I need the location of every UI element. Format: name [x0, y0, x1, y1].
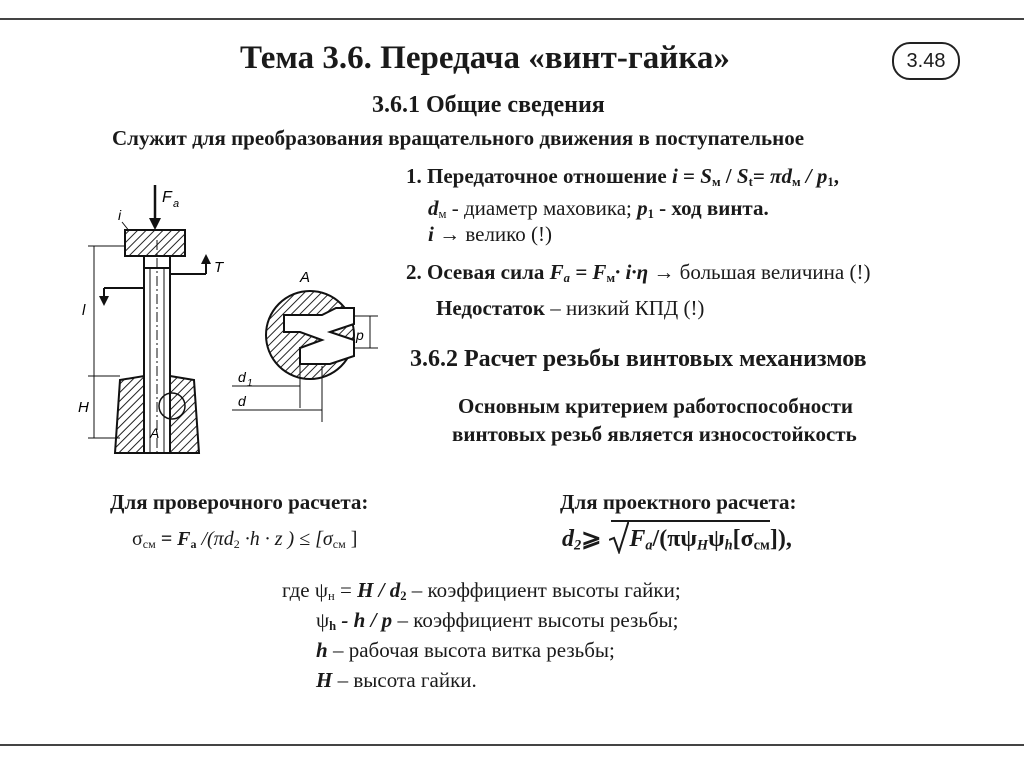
check-sub-2: 2	[233, 537, 240, 551]
p1-desc: - ход винта.	[653, 196, 769, 220]
force-prefix: 2. Осевая сила	[406, 260, 550, 284]
check-sigma: σ	[132, 528, 143, 550]
design-sub-sm: см	[753, 537, 770, 554]
slide-number-badge: 3.48	[892, 42, 960, 80]
design-sigma: [σ	[732, 526, 754, 552]
label-d1-sub: 1	[247, 378, 253, 389]
force-F: F	[549, 260, 564, 284]
handwheel	[125, 230, 185, 256]
where2-c: – коэффициент высоты резьбы;	[392, 608, 679, 632]
ratio-comma: ,	[833, 164, 839, 188]
label-Fa-sub: a	[173, 198, 180, 210]
design-sub-H: H	[696, 537, 709, 554]
ratio-rhs-end: / p	[800, 164, 828, 188]
ratio-desc-line	[428, 196, 769, 222]
ratio-sub-m2: м	[791, 175, 801, 190]
torque-arrow-icon	[201, 254, 211, 264]
where1-sub: н	[327, 589, 335, 604]
design-mid: /(πψ	[652, 526, 697, 552]
drawback-line	[436, 296, 704, 321]
label-d: d	[238, 393, 246, 409]
force-arrow-head-icon	[149, 218, 161, 230]
ratio-rhs: = πd	[752, 164, 792, 188]
label-l: l	[82, 302, 86, 319]
where2-sub: h	[329, 619, 337, 634]
check-end: ·h · z ) ≤ [σ	[239, 528, 333, 550]
where-line-1	[282, 578, 681, 604]
check-sub-a: a	[190, 537, 197, 551]
design-label: Для проектного расчета:	[560, 490, 797, 514]
big-desc: → велико (!)	[433, 222, 553, 246]
design-sub-h: h	[724, 537, 733, 554]
where1-d: 2	[400, 589, 407, 604]
where4-a: H	[316, 668, 333, 692]
design-sub-2: 2	[574, 537, 582, 554]
bottom-rule	[0, 744, 1024, 746]
ratio-slash: /	[720, 164, 737, 188]
label-i: i	[118, 207, 122, 223]
force-sub-a: a	[563, 271, 570, 286]
sqrt-radical	[611, 520, 770, 555]
design-ge: ⩾	[581, 526, 602, 552]
where1-e: – коэффициент высоты гайки;	[406, 578, 681, 602]
ratio-i: i	[671, 164, 678, 188]
p1-sub: 1	[647, 207, 654, 222]
ratio-big-line	[428, 222, 552, 247]
ratio-sub-1: 1	[827, 175, 834, 190]
ratio-S: S	[700, 164, 712, 188]
check-mid: /(πd	[196, 528, 234, 550]
p1-symbol: p	[637, 196, 648, 220]
section2-title: 3.6.2 Расчет резьбы винтовых механизмов	[410, 346, 867, 372]
where-line-3	[316, 638, 615, 663]
where1-c: H / d	[357, 578, 401, 602]
design-psi: ψ	[708, 526, 725, 552]
where-line-4	[316, 668, 477, 693]
label-A1: A	[150, 425, 160, 441]
check-label: Для проверочного расчета:	[110, 490, 369, 514]
force-line	[406, 260, 870, 286]
where1-b: =	[334, 578, 358, 602]
where3-b: – рабочая высота витка резьбы;	[327, 638, 615, 662]
force-sub-m: м	[606, 271, 616, 286]
screw-jack-drawing	[60, 180, 390, 470]
check-formula	[132, 528, 357, 552]
section-subtitle: 3.6.1 Общие сведения	[372, 92, 605, 118]
sqrt-hook-icon	[609, 520, 629, 554]
where4-b: – высота гайки.	[332, 668, 477, 692]
where2-a: ψ	[316, 608, 330, 632]
big-i: i	[428, 222, 434, 246]
check-sub-sm: см	[142, 537, 156, 551]
torque-arrow-2-icon	[99, 296, 109, 306]
top-rule	[0, 18, 1024, 20]
force-eq: = F	[569, 260, 607, 284]
check-close: ]	[345, 528, 358, 550]
nut-body-right	[170, 376, 199, 453]
where1-a: где ψ	[282, 578, 328, 602]
label-T: T	[214, 259, 224, 276]
label-Fa: F	[162, 189, 172, 206]
dm-desc: - диаметр маховика;	[446, 196, 638, 220]
label-d1: d	[238, 369, 246, 385]
ratio-sub-t: t	[748, 175, 753, 190]
where2-b: - h / p	[336, 608, 393, 632]
ratio-S2: S	[736, 164, 749, 188]
design-close: ]),	[769, 526, 792, 552]
design-formula	[562, 520, 792, 555]
label-H: H	[78, 399, 89, 416]
label-A2: A	[300, 269, 311, 286]
purpose-text: Служит для преобразования вращательного движения в поступательное	[112, 126, 805, 150]
label-p: p	[356, 327, 364, 343]
criterion-line-1: Основным критерием работоспособности	[458, 394, 854, 418]
dm-sub: м	[438, 207, 447, 222]
drawback-text: – низкий КПД (!)	[545, 296, 705, 320]
where-line-2	[316, 608, 678, 634]
check-sub-sm2: см	[332, 537, 346, 551]
nut-body	[115, 376, 144, 453]
page-title: Тема 3.6. Передача «винт-гайка»	[240, 40, 730, 76]
design-F: F	[629, 526, 646, 552]
force-result: большая величина (!)	[679, 260, 871, 284]
criterion-line-2: винтовых резьб является износостойкость	[452, 422, 857, 446]
ratio-eq: =	[677, 164, 701, 188]
ratio-line	[406, 164, 839, 190]
where3-a: h	[316, 638, 328, 662]
design-lhs: d	[562, 526, 574, 552]
ratio-sub-m: м	[711, 175, 721, 190]
dm-symbol: d	[428, 196, 439, 220]
design-sub-a: a	[645, 537, 653, 554]
drawback-label: Недостаток	[436, 296, 545, 320]
force-mid: · i·η →	[615, 260, 680, 284]
ratio-prefix: 1. Передаточное отношение	[406, 164, 672, 188]
check-eq: = F	[155, 528, 191, 550]
